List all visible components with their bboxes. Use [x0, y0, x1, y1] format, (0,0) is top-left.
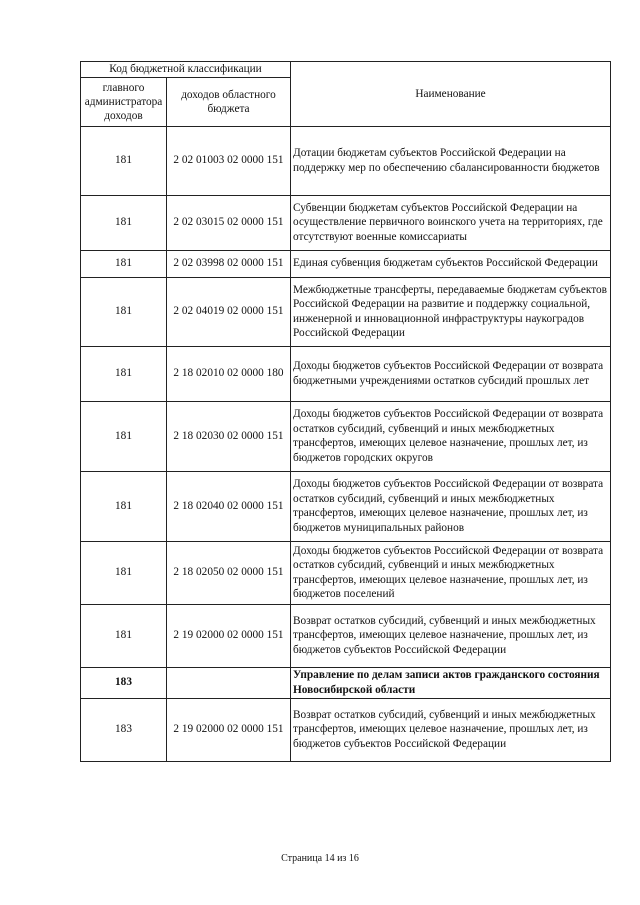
admin-code-cell: 181 — [81, 541, 167, 604]
table-row — [81, 126, 611, 195]
name-cell: Доходы бюджетов субъектов Российской Федерации от возврата бюджетными учреждениями остатков субсидий прошлых лет — [291, 346, 611, 401]
table-row — [81, 401, 611, 471]
income-code-cell: 2 02 01003 02 0000 151 — [167, 126, 291, 195]
income-code-cell: 2 02 03998 02 0000 151 — [167, 250, 291, 277]
admin-code-cell: 183 — [81, 667, 167, 698]
income-code-cell: 2 02 04019 02 0000 151 — [167, 277, 291, 346]
name-cell: Доходы бюджетов субъектов Российской Федерации от возврата остатков субсидий, субвенций и иных межбюджетных трансфертов, имеющих целевое назначение, прошлых лет, из бюджетов городских округов — [291, 401, 611, 471]
header-income-code: доходов областного бюджета — [167, 77, 291, 126]
table-row — [81, 346, 611, 401]
name-cell: Субвенции бюджетам субъектов Российской Федерации на осуществление первичного воинского учета на территориях, где отсутствуют военные комиссариаты — [291, 195, 611, 250]
name-cell: Межбюджетные трансферты, передаваемые бюджетам субъектов Российской Федерации на развитие и поддержку социальной, инженерной и инновационной инфраструктуры наукоградов Российской Федерации — [291, 277, 611, 346]
header-budget-code: Код бюджетной классификации — [81, 62, 291, 78]
admin-code-cell: 181 — [81, 250, 167, 277]
income-code-cell — [167, 667, 291, 698]
table-row — [81, 471, 611, 541]
income-code-cell: 2 18 02010 02 0000 180 — [167, 346, 291, 401]
table-row — [81, 541, 611, 604]
income-code-cell: 2 02 03015 02 0000 151 — [167, 195, 291, 250]
income-code-cell: 2 18 02030 02 0000 151 — [167, 401, 291, 471]
name-cell: Дотации бюджетам субъектов Российской Федерации на поддержку мер по обеспечению сбалансированности бюджетов — [291, 126, 611, 195]
table-row — [81, 667, 611, 698]
income-code-cell: 2 19 02000 02 0000 151 — [167, 698, 291, 761]
table-row — [81, 250, 611, 277]
name-cell: Управление по делам записи актов гражданского состояния Новосибирской области — [291, 667, 611, 698]
page-number: Страница 14 из 16 — [281, 853, 359, 864]
admin-code-cell: 181 — [81, 195, 167, 250]
budget-classification-table — [80, 61, 611, 762]
table-row — [81, 277, 611, 346]
name-cell: Доходы бюджетов субъектов Российской Федерации от возврата остатков субсидий, субвенций и иных межбюджетных трансфертов, имеющих целевое назначение, прошлых лет, из бюджетов муниципальных районов — [291, 471, 611, 541]
header-name: Наименование — [291, 62, 611, 127]
table-row — [81, 195, 611, 250]
name-cell: Возврат остатков субсидий, субвенций и иных межбюджетных трансфертов, имеющих целевое назначение, прошлых лет, из бюджетов субъектов Российской Федерации — [291, 604, 611, 667]
name-cell: Возврат остатков субсидий, субвенций и иных межбюджетных трансфертов, имеющих целевое назначение, прошлых лет, из бюджетов субъектов Российской Федерации — [291, 698, 611, 761]
admin-code-cell: 181 — [81, 126, 167, 195]
table-row — [81, 698, 611, 761]
admin-code-cell: 181 — [81, 346, 167, 401]
income-code-cell: 2 19 02000 02 0000 151 — [167, 604, 291, 667]
name-cell: Доходы бюджетов субъектов Российской Федерации от возврата остатков субсидий, субвенций и иных межбюджетных трансфертов, имеющих целевое назначение, прошлых лет, из бюджетов поселений — [291, 541, 611, 604]
admin-code-cell: 183 — [81, 698, 167, 761]
table-row — [81, 604, 611, 667]
income-code-cell: 2 18 02040 02 0000 151 — [167, 471, 291, 541]
admin-code-cell: 181 — [81, 277, 167, 346]
name-cell: Единая субвенция бюджетам субъектов Российской Федерации — [291, 250, 611, 277]
income-code-cell: 2 18 02050 02 0000 151 — [167, 541, 291, 604]
table-body — [81, 126, 611, 761]
admin-code-cell: 181 — [81, 471, 167, 541]
admin-code-cell: 181 — [81, 604, 167, 667]
header-admin-code: главного администратора доходов — [81, 77, 167, 126]
admin-code-cell: 181 — [81, 401, 167, 471]
